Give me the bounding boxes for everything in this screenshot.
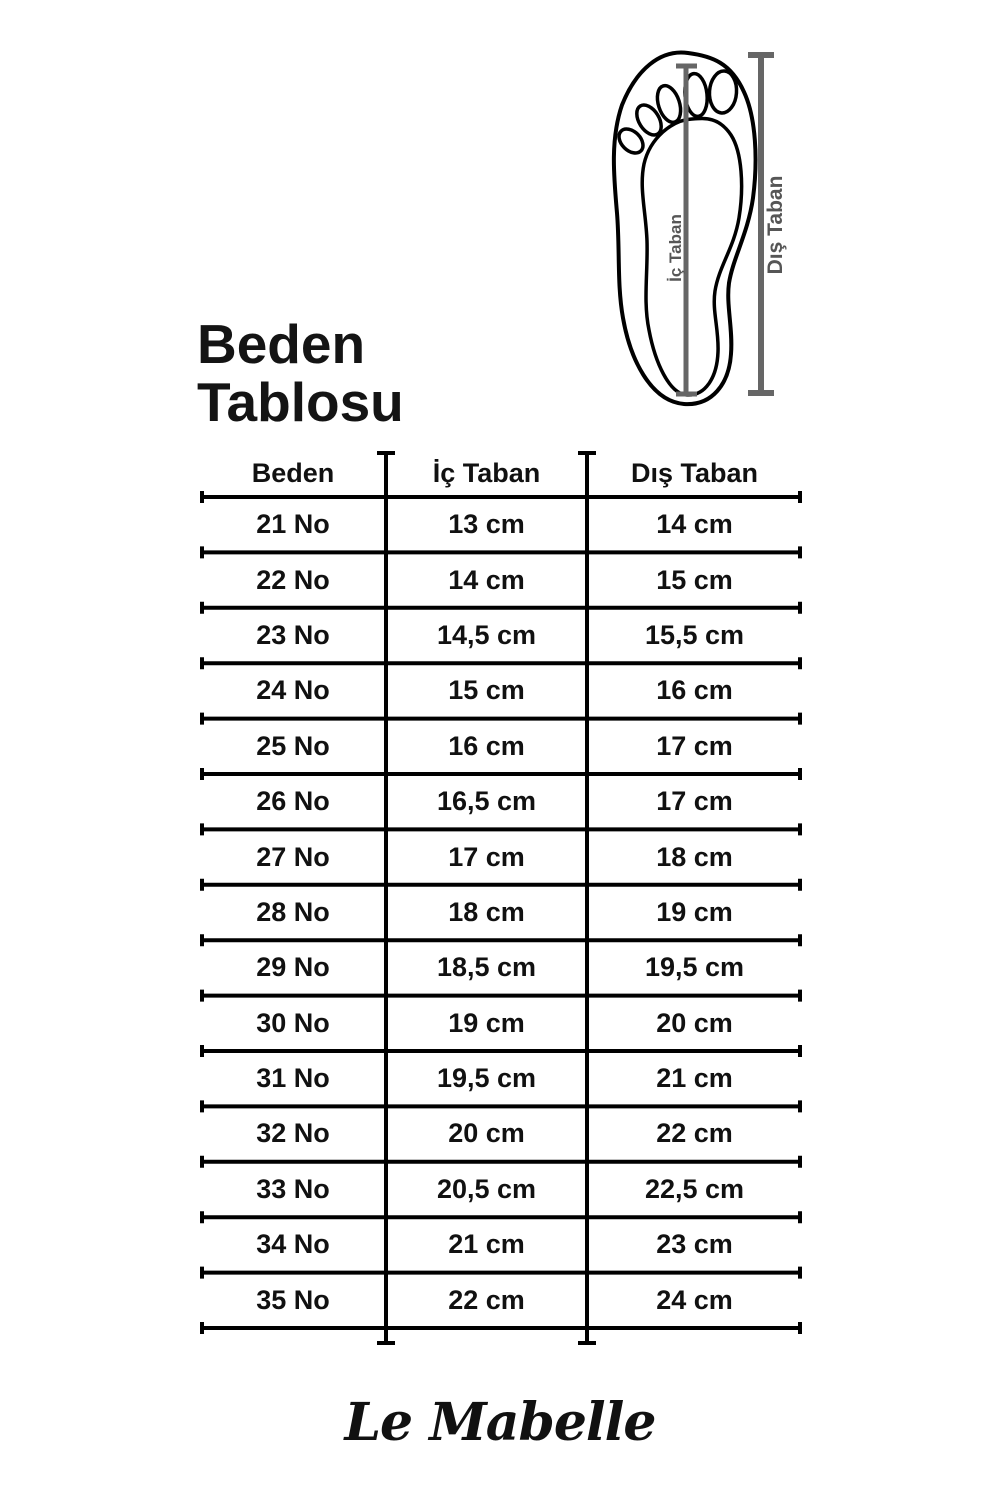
inner-sole-cell: 14 cm — [448, 564, 525, 595]
size-cell: 33 No — [256, 1173, 330, 1204]
size-cell: 28 No — [256, 896, 330, 927]
inner-sole-cell: 19,5 cm — [436, 1063, 537, 1094]
inner-foot-outline — [642, 119, 741, 395]
table-row — [200, 497, 802, 552]
size-cell: 24 No — [256, 675, 330, 706]
table-row — [200, 663, 802, 718]
size-cell: 29 No — [256, 952, 330, 983]
inner-sole-cell: 20,5 cm — [436, 1173, 537, 1204]
page-title — [197, 312, 404, 433]
outer-sole-cell: 22 cm — [656, 1118, 733, 1149]
table-row — [200, 940, 802, 995]
size-cell: 23 No — [256, 619, 330, 650]
outer-sole-cell: 16 cm — [656, 675, 733, 706]
outer-sole-cell: 21 cm — [656, 1063, 733, 1094]
outer-sole-label: Dış Taban — [764, 175, 787, 275]
col-header-dis-taban: Dış Taban — [630, 458, 759, 488]
table-row — [200, 1106, 802, 1161]
outer-sole-cell: 14 cm — [656, 509, 733, 540]
inner-sole-cell: 17 cm — [448, 841, 525, 872]
table-body — [200, 497, 802, 1328]
outer-sole-cell: 17 cm — [656, 730, 733, 761]
col-header-beden: Beden — [251, 458, 335, 488]
size-cell: 31 No — [256, 1063, 330, 1094]
size-cell: 32 No — [256, 1118, 330, 1149]
size-cell: 26 No — [256, 786, 330, 817]
size-cell: 35 No — [256, 1284, 330, 1315]
table-row — [200, 1217, 802, 1272]
page-title-line2: Tablosu — [197, 370, 404, 433]
table-row — [200, 774, 802, 829]
inner-sole-cell: 16 cm — [448, 730, 525, 761]
inner-sole-cell: 21 cm — [448, 1229, 525, 1260]
table-row — [200, 1272, 802, 1327]
brand-logo: Le Mabelle — [344, 1392, 656, 1453]
outer-sole-cell: 19,5 cm — [644, 952, 745, 983]
outer-sole-cell: 24 cm — [656, 1284, 733, 1315]
inner-sole-cell: 20 cm — [448, 1118, 525, 1149]
outer-sole-cell: 23 cm — [656, 1229, 733, 1260]
outer-sole-cell: 17 cm — [656, 786, 733, 817]
size-cell: 27 No — [256, 841, 330, 872]
table-row — [200, 552, 802, 607]
inner-sole-cell: 13 cm — [448, 509, 525, 540]
table-row — [200, 1051, 802, 1106]
inner-sole-cell: 19 cm — [448, 1007, 525, 1038]
outer-sole-cell: 15,5 cm — [644, 619, 745, 650]
size-cell: 25 No — [256, 730, 330, 761]
outer-sole-cell: 19 cm — [656, 896, 733, 927]
table-row — [200, 996, 802, 1051]
table-row — [200, 829, 802, 884]
size-cell: 30 No — [256, 1007, 330, 1038]
inner-sole-label: İç Taban — [666, 214, 685, 282]
big-toe-icon — [708, 70, 738, 114]
size-cell: 34 No — [256, 1229, 330, 1260]
size-cell: 22 No — [256, 564, 330, 595]
outer-sole-cell: 22,5 cm — [644, 1173, 745, 1204]
inner-sole-cell: 14,5 cm — [436, 619, 537, 650]
inner-sole-cell: 22 cm — [448, 1284, 525, 1315]
outer-sole-cell: 20 cm — [656, 1007, 733, 1038]
foot-diagram-svg — [600, 30, 860, 430]
table-row — [200, 608, 802, 663]
table-header-row — [200, 450, 802, 497]
foot-diagram — [600, 30, 860, 430]
outer-sole-cell: 15 cm — [656, 564, 733, 595]
table-row — [200, 1162, 802, 1217]
inner-sole-cell: 16,5 cm — [436, 786, 537, 817]
size-table — [200, 450, 802, 1350]
col-header-ic-taban: İç Taban — [432, 458, 541, 488]
inner-sole-cell: 18 cm — [448, 896, 525, 927]
table-row — [200, 885, 802, 940]
table-row — [200, 719, 802, 774]
size-cell: 21 No — [256, 509, 330, 540]
page-title-line1: Beden — [197, 312, 366, 375]
outer-sole-cell: 18 cm — [656, 841, 733, 872]
inner-sole-cell: 18,5 cm — [436, 952, 537, 983]
inner-sole-cell: 15 cm — [448, 675, 525, 706]
